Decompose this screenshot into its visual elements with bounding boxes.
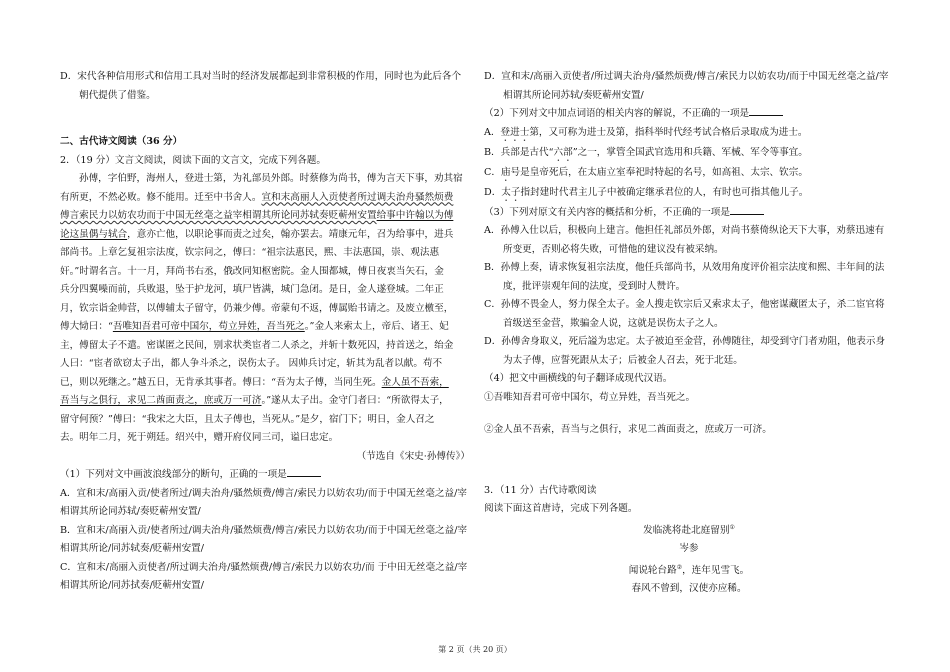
option-text: 第，又可称为进士及第，指科举时代经考试合格后录取成为进士。: [529, 126, 808, 138]
q1-option-b[interactable]: B．宣和末/高丽入贡/使者所过/调夫治舟/骚然烦费/傅言/索民力以妨农功/而于中国无丝毫之益/宰: [60, 524, 468, 536]
q1-option-b-cont: 相谓其所论/同苏轼奏/贬蕲州安置/: [60, 543, 205, 554]
q2-stem-text: （2）下列对文中加点词语的相关内容的解说，不正确的一项是: [484, 108, 750, 119]
q1-option-a-cont: 相谓其所论同苏轼/奏贬蕲州安置/: [60, 506, 201, 517]
q3-option-a[interactable]: A．孙傅入仕以后，积极向上建言。他担任礼部员外郎，对尚书蔡倚纵论天下大事，劝蔡迅速有: [484, 225, 885, 236]
q3-option-c[interactable]: C．孙傅不畏金人，努力保全太子。金人搜走钦宗后又索求太子，他密谋藏匿太子，杀二宦官将: [484, 299, 885, 310]
option-text: C．: [484, 166, 501, 178]
underlined-text: 论这虽偶与轼合: [60, 228, 128, 240]
right-column: [484, 68, 894, 599]
dotted-term: 六部: [553, 146, 573, 158]
passage-line: [60, 374, 470, 393]
poem-title: [484, 519, 894, 541]
q1-stem-text: （1）下列对文中画波浪线部分的断句，正确的一项是: [60, 469, 287, 480]
page-footer: 第 2 页（共 20 页）: [438, 645, 512, 654]
passage-line: 月，钦宗诣金帅营，以傅辅太子留守，仍兼少傅。帝蒙旬不返，傅属贻书请之。及废立檄至，: [60, 302, 454, 314]
classical-passage: [60, 170, 470, 466]
passage-line: [60, 207, 470, 226]
poem-text: ，连年见雪飞。: [682, 564, 750, 576]
q3-stem: [484, 204, 894, 223]
passage-line: 部尚书。上章乞复祖宗法度，钦宗问之，傅曰：“祖宗法惠民，熙、丰法惠国，崇、观法惠: [60, 247, 440, 258]
passage-line: 主，傅留太子不遣。密谋匿之民间，别求状类宦者二人杀之，并斩十数死囚，持首送之，绐金: [60, 339, 454, 351]
option-text: ”之一，掌管全国武官选用和兵籍、军械、军令等事宜。: [572, 146, 808, 158]
passage-line: 兵分四翼噪而前，兵败退，坠于护龙河，填尸皆满，城门急闭。是日，金人遂登城。二年正: [60, 284, 444, 295]
q2-option-b[interactable]: [484, 144, 894, 164]
q3-option-d-cont: 为太子傅，应誓死跟从太子；后被金人召去，死于北廷。: [503, 354, 743, 366]
section-title: 二、古代诗文阅读（36 分）: [60, 136, 183, 147]
q3-option-b-cont: 度，批评崇观年间的法度，受到时人赞许。: [503, 280, 686, 292]
passage-line: 孙傅，字伯野，海州人，登进士第，为礼部员外郎。时蔡修为尚书，傅为言天下事，劝其宿: [79, 173, 463, 184]
q3-option-b[interactable]: B．孙傅上奏，请求恢复祖宗法度，他任兵部尚书，从效用角度评价祖宗法度和熙、丰年间的法: [484, 262, 885, 273]
q1-option-d-cont: 相谓其所论同苏轼/奏贬蕲州安置/: [503, 89, 644, 101]
q3-stem-text: （3）下列对原文有关内容的概括和分析，不正确的一项是: [484, 206, 730, 218]
passage-line: [60, 226, 470, 245]
option-text: D．: [484, 186, 502, 198]
q3-option-a-cont: 所变更，否则必将失败，可惜他的建议没有被采纳。: [503, 243, 724, 255]
passage-line: 留守何预？”傅曰：“我宋之大臣，且太子傅也，当死从。”是夕，宿门下；明日，金人召之: [60, 413, 435, 425]
option-text: B．兵部是古代“: [484, 146, 554, 158]
option-text: 号是皇帝死后，在太庙立室奉祀时特起的名号，如高祖、太宗、钦宗。: [510, 166, 808, 178]
poetry-question-intro: 阅读下面这首唐诗，完成下列各题。: [484, 503, 638, 514]
poem-text: 闻说轮台路: [628, 564, 677, 576]
q1-option-d[interactable]: D．宣和末/高丽入贡使者/所过调夫治舟/骚然烦费/傅言/索民力以妨农功/而于中国无丝毫之益/宰: [484, 71, 889, 82]
q1-option-c[interactable]: C．宣和末/高丽入贡使者/所过调夫治舟/骚然烦费/傅言/索民力以妨农功/而 于中田无丝毫之益/宰: [60, 561, 468, 573]
passage-text: 。”遂从太子出。金守门者曰：“所欲得太子，: [261, 395, 449, 406]
passage-source: （节选自《宋史·孙傅传》）: [356, 450, 470, 462]
underlined-text: 给事中许翰以为傅: [376, 210, 454, 221]
q1-option-c-cont: 相谓其所论/同苏拭奏/贬蕲州安置/: [60, 580, 205, 591]
q3-option-d[interactable]: D．孙傅舍身取义，死后謚为忠定。太子被迫至金营，孙傅随往，却受到守门者劝阻，他表示身: [484, 336, 886, 347]
passage-line: [60, 318, 470, 337]
passage-text: ，意亦亡他，以职论事而责之过矣，翰亦罢去。靖康元年，召为给事中，进兵: [127, 228, 454, 240]
footnote-mark: ①: [729, 523, 735, 531]
dotted-term: 太子: [501, 186, 521, 198]
poem-line-1: [484, 559, 894, 581]
q2-option-d[interactable]: [484, 184, 894, 204]
q4-stem: （4）把文中画横线的句子翻译成现代汉语。: [484, 373, 673, 384]
passage-text: 傅大恸曰：“: [60, 321, 113, 332]
q1-option-a[interactable]: A．宣和末/高丽入贡/使者所过/调夫治舟/骚然烦费/傅言/索民力以妨农功/而于中国无丝毫之益/宰: [60, 487, 467, 499]
d-option-line-1: D．宋代各种信用形式和信用工具对当时的经济发展都起到非常积极的作用，同时也为此后各个: [60, 71, 462, 82]
q2-option-a[interactable]: [484, 124, 894, 144]
poem-title-text: 发临洮将赴北庭留别: [643, 524, 730, 536]
wavy-underlined-text: 宣和末高丽人入贡使者所过调夫治舟骚然烦费: [261, 191, 454, 203]
underlined-sentence-1: 吾唯知吾君可帝中国尔，苟立异姓，吾当死之: [112, 321, 305, 332]
q4-sentence-1: ①吾唯知吾君可帝中国尔，苟立异姓，吾当死之。: [484, 391, 696, 403]
answer-blank[interactable]: [287, 467, 321, 477]
q4-sentence-2: ②金人虽不吾索，吾当与之俱行，求见二酋面责之，庶或万一可济。: [484, 424, 772, 435]
q2-stem: [484, 105, 894, 124]
passage-line: 奸。”时谓名言。十一月，拜尚书右丞，俄改同知枢密院。金人围都城，傅日夜衷当矢石，金: [60, 265, 444, 277]
passage-line: [60, 392, 470, 411]
passage-text: 有所更，不然必败。修不能用。迁至中书舍人。: [60, 191, 262, 203]
q2-option-c[interactable]: [484, 164, 894, 184]
q3-option-c-cont: 首级送至金营，欺骗金人说，这就是误伤太子之人。: [503, 317, 724, 329]
poem-line-2: 春风不曾到，汉使亦应稀。: [631, 583, 747, 595]
passage-line: [60, 189, 470, 208]
q2-intro: 2．（19 分）文言文阅读，阅读下面的文言文，完成下列各题。: [60, 154, 326, 166]
answer-blank[interactable]: [730, 205, 764, 215]
poem-author: 岑参: [679, 543, 699, 555]
poetry-question-title: 3．（11 分）古代诗歌阅读: [484, 484, 597, 496]
d-option-line-2: 朝代提供了借鉴。: [79, 89, 156, 101]
q1-stem: [60, 466, 470, 485]
option-text: 指封建时代君主儿子中被确定继承君位的人，有时也可指其他儿子。: [520, 186, 809, 198]
left-column: [60, 68, 470, 596]
passage-text: 已，则以死继之。”越五日，无肯承其事者。傅曰：“吾为太子傅，当同生死。: [60, 376, 382, 388]
passage-line: 去。明年二月，死于朔廷。绍兴中，赠开府仪同三司，谥曰忠定。: [60, 432, 339, 443]
underlined-sentence-2: 金人虽不吾索，: [381, 376, 449, 388]
passage-line: 人曰：“宦者欲窃太子出，都人争斗杀之，误伤太子。 因帅兵讨定，斩其为乱者以献。苟不: [60, 358, 443, 369]
dotted-term: 登进士: [500, 126, 530, 138]
passage-text: 。”金人来索太上，帝后、诸王、妃: [304, 321, 449, 332]
footnote-mark: ②: [676, 563, 683, 571]
wavy-underlined-text: 傅言索民力以妨农功而于中国无丝毫之益宰相谓其所论同苏轼奏贬蕲州安置: [60, 210, 377, 221]
answer-blank[interactable]: [749, 106, 783, 116]
option-text: A．: [484, 126, 501, 138]
underlined-sentence-2: 吾当与之俱行，求见二酋面责之，庶或万一可济: [60, 395, 262, 406]
dotted-term: 庙: [500, 166, 511, 178]
